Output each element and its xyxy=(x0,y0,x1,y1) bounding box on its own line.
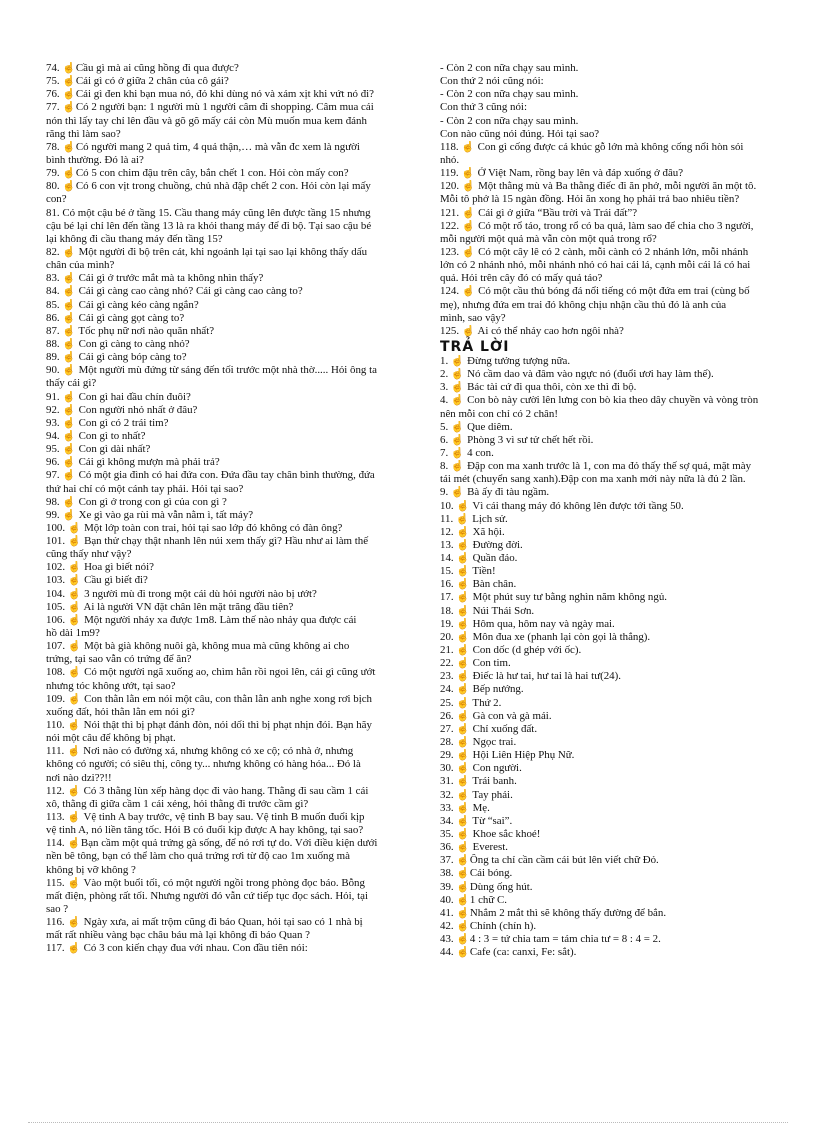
text-line: nên mỗi con chỉ có 2 chân! xyxy=(440,407,558,420)
text-line: răng thì làm sao? xyxy=(46,127,121,140)
text-line: 16. ☝ Bàn chân. xyxy=(440,578,517,591)
text-line: 116. ☝ Ngày xưa, ai mất trộm cũng đi báo Quan, hỏi tại sao có 1 nhà bị xyxy=(46,916,363,929)
text-line: nhỏ. xyxy=(440,153,460,166)
text-line: hồ dài 1m9? xyxy=(46,627,100,640)
text-line: 117. ☝ Có 3 con kiến chạy đua với nhau. Con đầu tiên nói: xyxy=(46,942,308,955)
text-line: 125. ☝ Ai có thể nhảy cao hơn ngôi nhà? xyxy=(440,324,624,337)
text-line: 6. ☝ Phòng 3 vì sư tử chết hết rồi. xyxy=(440,433,594,446)
text-line: con? xyxy=(46,193,67,206)
text-line: 94. ☝ Con gì to nhất? xyxy=(46,429,146,442)
text-line: 88. ☝ Con gì càng to càng nhỏ? xyxy=(46,337,190,350)
text-line: 20. ☝ Môn đua xe (phanh lại còn gọi là thắng). xyxy=(440,630,651,643)
text-line: 84. ☝ Cái gì càng cao càng nhỏ? Cái gì càng cao càng to? xyxy=(46,285,303,298)
text-line: 111. ☝ Nơi nào có đường xá, nhưng không có xe cộ; có nhà ở, nhưng xyxy=(46,745,354,758)
text-line: tái mét (chuyển sang xanh).Đập con ma xanh mới này nữa là đủ 2 lần. xyxy=(440,473,746,486)
text-line: không có người; có siêu thị, công ty... nhưng không có hàng hóa... Đó là xyxy=(46,758,361,771)
text-line: 96. ☝ Cái gì không mượn mà phải trả? xyxy=(46,456,220,469)
text-line: 105. ☝ Ai là người VN đặt chân lên mặt trăng đầu tiên? xyxy=(46,600,294,613)
text-line: 8. ☝ Đập con ma xanh trước là 1, con ma đỏ thấy thế sợ quá, mặt mày xyxy=(440,460,752,473)
text-line: 78. ☝Có người mang 2 quả tim, 4 quả thận,… mà vẫn đc xem là người xyxy=(46,140,360,153)
text-line: 39. ☝Dùng ống hút. xyxy=(440,880,533,893)
text-line: 36. ☝ Everest. xyxy=(440,841,508,854)
text-line: 1. ☝ Đừng tưởng tượng nữa. xyxy=(440,354,571,367)
text-line: không bị vỡ không ? xyxy=(46,863,136,876)
text-line: nói một câu để không bị phạt. xyxy=(46,732,176,745)
text-line: 91. ☝ Con gì hai đầu chín đuôi? xyxy=(46,390,191,403)
right-column xyxy=(440,62,792,959)
text-line: 120. ☝ Một thằng mù và Ba thằng điếc đi ăn phở, mỗi người ăn một tô. xyxy=(440,180,757,193)
text-line: mất rất nhiều vàng bạc châu báu mà lại không đi báo Quan ? xyxy=(46,929,311,942)
text-line: 34. ☝ Từ “sai”. xyxy=(440,814,513,827)
text-line: 41. ☝Nhắm 2 mắt thì sẽ không thấy đường để bắn. xyxy=(440,906,667,919)
text-line: 7. ☝ 4 con. xyxy=(440,446,494,459)
text-line: 37. ☝Ông ta chỉ cần cầm cái bút lên viết chữ Đỏ. xyxy=(440,854,659,867)
text-line: 32. ☝ Tay phải. xyxy=(440,788,513,801)
text-line: 42. ☝Chính (chín h). xyxy=(440,920,537,932)
text-line: 119. ☝ Ở Việt Nam, rồng bay lên và đáp xuống ở đâu? xyxy=(440,167,684,180)
text-line: 95. ☝ Con gì dài nhất? xyxy=(46,443,151,456)
text-line: 74. ☝Cầu gì mà ai cũng hồng đi qua được? xyxy=(46,62,239,74)
text-line: cậu bé lại chỉ lên đến tầng 13 là ra khỏi thang máy để đi bộ. Tại sao cậu bé xyxy=(46,219,372,232)
text-line: 43. ☝4 : 3 = tứ chia tam = tám chia tư = 8 : 4 = 2. xyxy=(440,933,661,946)
text-line: 12. ☝ Xã hội. xyxy=(440,525,505,538)
text-line: 5. ☝ Que diêm. xyxy=(440,420,513,433)
text-line: nơi nào dzi??!! xyxy=(46,771,112,784)
questions-continued xyxy=(440,62,792,338)
text-line: 30. ☝ Con người. xyxy=(440,762,522,775)
text-line: 93. ☝ Con gì có 2 trái tim? xyxy=(46,416,169,429)
text-line: 2. ☝ Nó cầm dao và đâm vào ngực nó (đuổi ươi hay làm thế). xyxy=(440,368,714,381)
answers-heading: TRẢ LỜI xyxy=(440,338,510,355)
text-line: 82. ☝ Một người đi bộ trên cát, khi ngoảnh lại tại sao lại không thấy dấu xyxy=(46,245,368,258)
text-line: nhưng tóc không ướt, tại sao? xyxy=(46,679,176,692)
text-line: 22. ☝ Con tim. xyxy=(440,657,511,670)
text-line: 3. ☝ Bác tài cứ đi qua thôi, còn xe thì đi bộ. xyxy=(440,381,637,394)
text-line: 86. ☝ Cái gì càng gọt càng to? xyxy=(46,311,185,324)
text-line: 15. ☝ Tiền! xyxy=(440,565,496,578)
text-line: 104. ☝ 3 người mù đi trong một cái dù hỏi người nào bị ướt? xyxy=(46,587,317,600)
text-line: 11. ☝ Lịch sử. xyxy=(440,512,508,525)
text-line: 24. ☝ Bếp nướng. xyxy=(440,683,524,696)
text-line: 100. ☝ Một lớp toàn con trai, hỏi tại sao lớp đó không có đàn ông? xyxy=(46,521,343,534)
text-line: 122. ☝ Có một rổ táo, trong rổ có ba quả, làm sao để chia cho 3 người, xyxy=(440,219,754,232)
text-line: 77. ☝Có 2 người bạn: 1 người mù 1 người câm đi shopping. Câm mua cái xyxy=(46,101,374,114)
text-line: 31. ☝ Trái banh. xyxy=(440,775,517,788)
text-line: 17. ☝ Một phút suy tư bằng nghìn năm không ngủ. xyxy=(440,591,667,604)
text-line: 101. ☝ Bạn thử chạy thật nhanh lên núi xem thấy gì? Hầu như ai làm thế xyxy=(46,535,369,548)
text-line: 28. ☝ Ngọc trai. xyxy=(440,736,517,749)
text-line: cũng thấy như vậy? xyxy=(46,548,132,561)
text-line: 90. ☝ Một người mù đứng từ sáng đến tối trước một nhà thờ..... Hỏi ông ta xyxy=(46,364,377,377)
text-line: 83. ☝ Cái gì ở trước mắt mà ta không nhìn thấy? xyxy=(46,272,264,285)
text-line: 103. ☝ Cầu gì biết đi? xyxy=(46,574,148,587)
text-line: 19. ☝ Hôm qua, hôm nay và ngày mai. xyxy=(440,617,615,630)
text-line: 115. ☝ Vào một buổi tối, có một người ngồi trong phòng đọc báo. Bỗng xyxy=(46,876,365,889)
text-line: 35. ☝ Khoe sắc khoé! xyxy=(440,828,541,841)
text-line: 106. ☝ Một người nhảy xa được 1m8. Làm thế nào nhảy qua được cái xyxy=(46,613,357,626)
text-line: 85. ☝ Cái gì càng kéo càng ngắn? xyxy=(46,298,199,311)
text-line: 107. ☝ Một bà già không nuôi gà, không mua mà cũng không ai cho xyxy=(46,640,350,653)
text-line: 81. Có một cậu bé ở tầng 15. Cầu thang máy cũng lên được tầng 15 nhưng xyxy=(46,206,371,219)
text-line: 80. ☝Có 6 con vịt trong chuồng, chủ nhà đập chết 2 con. Hỏi còn lại mấy xyxy=(46,180,371,193)
text-line: 33. ☝ Mẹ. xyxy=(440,801,490,814)
text-line: 21. ☝ Con dốc (d ghép với ốc). xyxy=(440,644,582,657)
text-line: - Còn 2 con nữa chạy sau mình. xyxy=(440,62,579,74)
text-line: vệ tinh A, nó liền tăng tốc. Hỏi B có đuổi kịp được A hay không, tại sao? xyxy=(46,824,364,837)
text-line: 76. ☝Cái gì đen khi bạn mua nó, đỏ khi dùng nó và xám xịt khi vứt nó đi? xyxy=(46,88,374,101)
text-line: 108. ☝ Có một người ngã xuống ao, chìm hẳn rồi ngoi lên, cái gì cũng ướt xyxy=(46,666,376,679)
text-line: 27. ☝ Chỉ xuống đất. xyxy=(440,722,538,735)
text-line: 89. ☝ Cái gì càng bóp càng to? xyxy=(46,351,187,364)
text-line: 23. ☝ Điếc là hư tai, hư tai là hai tư(24). xyxy=(440,670,621,683)
text-line: - Còn 2 con nữa chạy sau mình. xyxy=(440,88,579,101)
text-line: 40. ☝1 chữ C. xyxy=(440,893,507,906)
answers-list xyxy=(440,355,792,959)
text-line: 13. ☝ Đường đời. xyxy=(440,538,523,551)
text-line: 79. ☝Có 5 con chim đậu trên cây, bắn chết 1 con. Hỏi còn mấy con? xyxy=(46,167,349,180)
text-line: mẹ), nhưng đứa em trai đó không chịu nhận cầu thủ đó là anh của xyxy=(440,298,727,311)
text-line: 112. ☝ Có 3 thằng lùn xếp hàng dọc đi vào hang. Thằng đi sau cầm 1 cái xyxy=(46,784,369,797)
text-line: xô, thằng đi giữa cầm 1 cái xẻng, hỏi thằng đi trước cầm gì? xyxy=(46,797,309,810)
text-line: 87. ☝ Tốc phụ nữ nơi nào quăn nhất? xyxy=(46,324,215,337)
text-line: Con thứ 3 cũng nói: xyxy=(440,101,527,114)
text-line: mình, sao vậy? xyxy=(440,311,506,324)
text-line: 121. ☝ Cái gì ở giữa “Bầu trời và Trái đất”? xyxy=(440,206,638,219)
text-line: xuống đất, hỏi thằn lằn em nói gì? xyxy=(46,705,195,718)
text-line: mất điện, phòng rất tối. Nhưng người đó vẫn cứ tiếp tục đọc sách. Hỏi, tại xyxy=(46,889,368,902)
text-line: 114. ☝Bạn cầm một quả trứng gà sống, để nó rơi tự do. Với điều kiện dưới xyxy=(46,837,378,850)
text-line: - Còn 2 con nữa chạy sau mình. xyxy=(440,114,579,127)
text-line: mỗi người một quả mà vẫn còn một quả trong rổ? xyxy=(440,232,657,245)
text-line: 123. ☝ Có một cây lê có 2 cành, mỗi cành có 2 nhánh lớn, mỗi nhánh xyxy=(440,245,749,258)
text-line: 25. ☝ Thứ 2. xyxy=(440,696,502,709)
text-line: 10. ☝ Vì cái thang máy đó không lên được tới tầng 50. xyxy=(440,499,684,512)
text-line: nền bê tông, bạn có thể làm cho quả trứng rơi từ độ cao 1m xuống mà xyxy=(46,850,350,863)
text-line: lại không đi cầu thang máy đến tầng 15? xyxy=(46,232,223,245)
text-line: 113. ☝ Vệ tinh A bay trước, vệ tinh B bay sau. Vệ tinh B muốn đuổi kịp xyxy=(46,811,365,824)
text-line: 4. ☝ Con bò này cười lên lưng con bò kia theo dây chuyền và vòng tròn xyxy=(440,394,759,407)
text-line: 14. ☝ Quần đảo. xyxy=(440,552,518,565)
text-line: nón thì lấy tay chỉ lên đầu và gõ gõ mấy cái còn Mù muốn mua kem đánh xyxy=(46,114,367,127)
text-line: 97. ☝ Có một gia đình có hai đứa con. Đứa đầu tay chân bình thường, đứa xyxy=(46,469,375,482)
text-line: 99. ☝ Xe gì vào ga rùi mà vẫn nằm ì, tất máy? xyxy=(46,508,254,521)
text-line: 26. ☝ Gà con và gà mái. xyxy=(440,709,552,722)
text-line: bình thường. Đó là ai? xyxy=(46,153,144,166)
text-line: 109. ☝ Con thằn lằn em nói một câu, con thằn lằn anh nghe xong rơi bịch xyxy=(46,692,373,705)
text-line: 98. ☝ Con gì ở trong con gì của con gì ? xyxy=(46,495,227,508)
text-line: thấy cái gì? xyxy=(46,377,97,390)
text-line: Mỗi tô phở là 15 ngàn đồng. Hỏi ăn xong họ phải trả bao nhiêu tiền? xyxy=(440,193,740,206)
text-line: quả. Hỏi trên cây đó có mấy quả táo? xyxy=(440,272,603,285)
text-line: Con thứ 2 nói cũng nói: xyxy=(440,75,544,88)
text-line: 110. ☝ Nói thật thì bị phạt đánh đòn, nói dối thì bị phạt nhịn đói. Bạn hãy xyxy=(46,719,372,732)
text-line: 102. ☝ Hoa gì biết nói? xyxy=(46,561,154,574)
text-line: trứng, tại sao vẫn có trứng để ăn? xyxy=(46,653,192,666)
text-line: 9. ☝ Bà ấy đi tàu ngầm. xyxy=(440,486,550,499)
text-line: sao ? xyxy=(46,903,69,915)
text-line: lớn có 2 nhánh nhỏ, mỗi nhánh nhỏ có hai cái lá, cạnh mỗi cái lá có hai xyxy=(440,259,751,272)
text-line: 75. ☝Cái gì có ở giữa 2 chân của cô gái? xyxy=(46,75,229,88)
text-line: thứ hai chỉ có một cánh tay phải. Hỏi tại sao? xyxy=(46,482,244,495)
text-line: 124. ☝ Có một cầu thủ bóng đá nổi tiếng có một đứa em trai (cùng bố xyxy=(440,285,750,298)
left-column xyxy=(46,62,408,956)
text-line: 92. ☝ Con người nhỏ nhất ở đâu? xyxy=(46,403,198,416)
text-line: 18. ☝ Núi Thái Sơn. xyxy=(440,604,535,617)
text-line: 44. ☝Cafe (ca: canxi, Fe: sắt). xyxy=(440,946,577,959)
text-line: 29. ☝ Hội Liên Hiệp Phụ Nữ. xyxy=(440,749,575,762)
text-line: Con nào cũng nói đúng. Hỏi tại sao? xyxy=(440,127,600,140)
text-line: 38. ☝Cái bóng. xyxy=(440,867,513,880)
text-line: 118. ☝ Con gì cống được cả khúc gỗ lớn mà không cống nổi hòn sỏi xyxy=(440,140,744,153)
text-line: chân của mình? xyxy=(46,259,115,272)
